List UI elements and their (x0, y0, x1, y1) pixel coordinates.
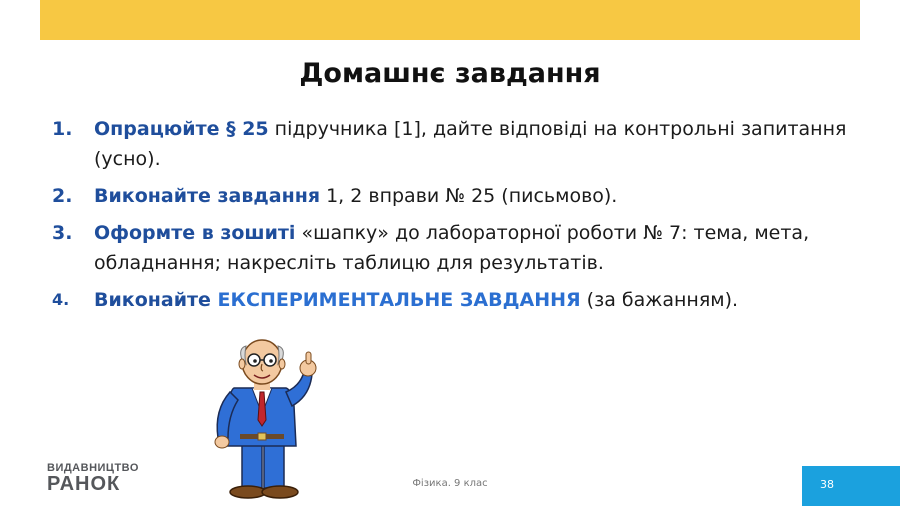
task-number: 1. (52, 118, 73, 140)
course-label: Фізика. 9 клас (412, 478, 488, 489)
task-highlight: Виконайте (94, 289, 211, 311)
task-highlight-caps: ЕКСПЕРИМЕНТАЛЬНЕ ЗАВДАННЯ (210, 289, 581, 311)
publisher-logo-line2: РАНОК (47, 473, 121, 495)
task-item-4 (50, 285, 870, 315)
task-item-3 (50, 218, 870, 278)
publisher-logo-line1: ВИДАВНИЦТВО (47, 462, 139, 474)
task-number: 3. (52, 222, 73, 244)
task-list (50, 114, 870, 322)
task-text: «шапку» до лабораторної роботи № 7: тема, мета, обладнання; накресліть таблицю для результатів. (94, 222, 810, 274)
task-item-2 (50, 181, 870, 211)
task-number: 2. (52, 185, 73, 207)
task-highlight: Опрацюйте § 25 (94, 118, 269, 140)
page-number-box (802, 466, 900, 506)
teacher-thumbs-up-icon (200, 330, 330, 500)
task-text: 1, 2 вправи № 25 (письмово). (320, 185, 618, 207)
task-highlight: Оформте в зошиті (94, 222, 296, 244)
task-text: (за бажанням). (580, 289, 739, 311)
page-number: 38 (820, 478, 834, 491)
task-text: підручника [1], дайте відповіді на контрольні запитання (усно). (94, 118, 847, 170)
task-number: 4. (52, 290, 70, 309)
task-item-1 (50, 114, 870, 174)
slide-title: Домашнє завдання (299, 58, 601, 89)
task-highlight: Виконайте завдання (94, 185, 321, 207)
top-accent-bar (40, 0, 860, 40)
